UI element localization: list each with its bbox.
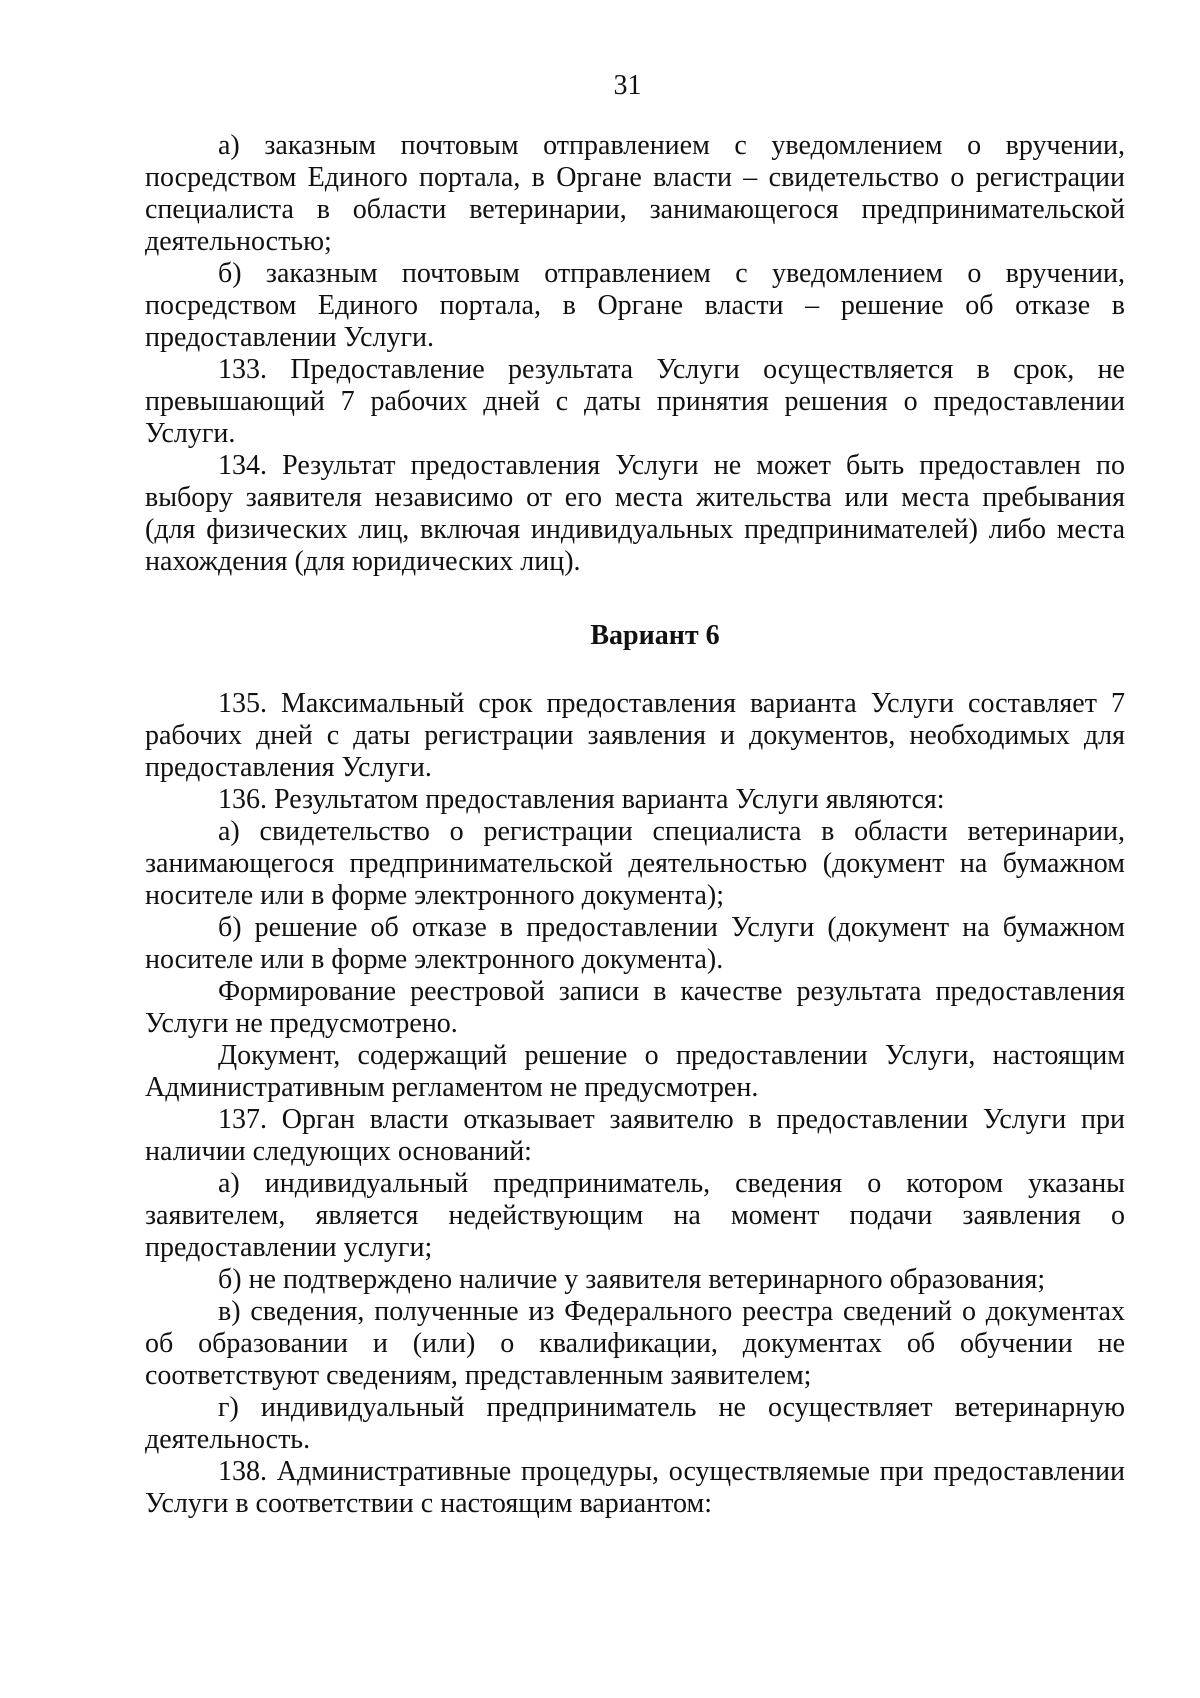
page-number: 31 [613, 70, 642, 101]
paragraph-137-b: б) не подтверждено наличие у заявителя ветеринарного образования; [218, 1264, 1046, 1295]
paragraph-135: 135. Максимальный срок предоставления варианта Услуги составляет 7 рабочих дней с даты регистрации заявления и документов, необходимых для предоставления Услуги. [145, 688, 1125, 783]
paragraph-137-c: в) сведения, полученные из Федерального реестра сведений о документах об образовании и (или) о квалификации, документах об обучении не соответствуют сведениям, представленным заявителем; [145, 1296, 1125, 1391]
paragraph-registry-record: Формирование реестровой записи в качестве результата предоставления Услуги не предусмотрено. [145, 976, 1125, 1039]
paragraph-136-b: б) решение об отказе в предоставлении Услуги (документ на бумажном носителе или в форме электронного документа). [145, 912, 1125, 975]
paragraph-138: 138. Административные процедуры, осуществляемые при предоставлении Услуги в соответствии с настоящим вариантом: [145, 1456, 1125, 1519]
paragraph-134: 134. Результат предоставления Услуги не может быть предоставлен по выбору заявителя независимо от его места жительства или места пребывания (для физических лиц, включая индивидуальных предпринимателей) либо места нахождения (для юридических лиц). [145, 450, 1125, 577]
paragraph-decision-document: Документ, содержащий решение о предоставлении Услуги, настоящим Административным регламентом не предусмотрен. [145, 1040, 1125, 1103]
paragraph-delivery-refusal: б) заказным почтовым отправлением с уведомлением о вручении, посредством Единого портала, в Органе власти – решение об отказе в предоставлении Услуги. [145, 258, 1125, 353]
paragraph-136: 136. Результатом предоставления варианта Услуги являются: [218, 784, 945, 815]
paragraph-133: 133. Предоставление результата Услуги осуществляется в срок, не превышающий 7 рабочих дней с даты принятия решения о предоставлении Услуги. [145, 354, 1125, 449]
paragraph-137-a: а) индивидуальный предприниматель, сведения о котором указаны заявителем, является недействующим на момент подачи заявления о предоставлении услуги; [145, 1168, 1125, 1263]
section-heading: Вариант 6 [590, 620, 720, 651]
paragraph-136-a: а) свидетельство о регистрации специалиста в области ветеринарии, занимающегося предпринимательской деятельностью (документ на бумажном носителе или в форме электронного документа); [145, 816, 1125, 911]
paragraph-137-d: г) индивидуальный предприниматель не осуществляет ветеринарную деятельность. [145, 1392, 1125, 1455]
paragraph-137: 137. Орган власти отказывает заявителю в предоставлении Услуги при наличии следующих оснований: [145, 1104, 1125, 1167]
document-body [145, 130, 1125, 1520]
paragraph-delivery-certificate: а) заказным почтовым отправлением с уведомлением о вручении, посредством Единого портала, в Органе власти – свидетельство о регистрации специалиста в области ветеринарии, занимающегося предпринимательской деятельностью; [145, 130, 1125, 257]
